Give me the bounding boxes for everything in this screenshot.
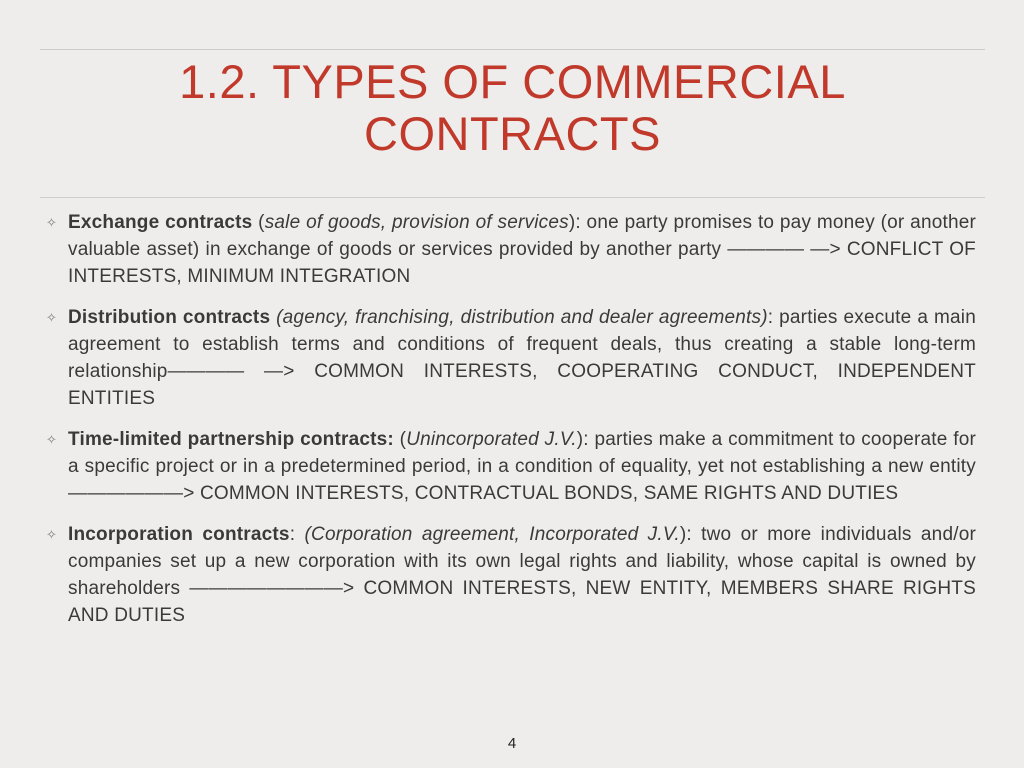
bullet-description: : one party promises to pay money (or another valuable asset) in exchange of goods or services provided by another party ———— —> CONFLICT OF INTERESTS, MINIMUM INTEGRATION [68,212,977,287]
four-point-star-icon: ✧ [46,215,58,230]
bullet-time-limited-partnership [46,426,976,507]
bullet-examples: (agency, franchising, distribution and dealer agreements) [276,307,768,328]
bullet-list [46,209,976,629]
bullet-paren-open: : [289,524,305,545]
bullet-incorporation-contracts [46,521,976,629]
bullet-distribution-contracts [46,304,976,412]
bullet-description: : parties execute a main agreement to establish terms and conditions of frequent deals, thus creating a stable long-term relationship———— —> COMMON INTERESTS, COOPERATING CONDUCT, INDEPENDENT ENTITIES [68,307,976,409]
page-number: 4 [507,735,517,752]
bullet-examples: (Corporation agreement, Incorporated J.V. [304,524,680,545]
bullet-examples: sale of goods, provision of services [264,212,569,233]
four-point-star-icon: ✧ [46,432,58,447]
bullet-description: : parties make a commitment to cooperate for a specific project or in a predetermined period, in a condition of equality, yet not establishing a new entity——————> COMMON INTERESTS, CONTRACTUAL BONDS, SAME RIGHTS AND DUTIES [68,429,977,504]
title-top-rule [40,49,985,50]
slide-title: 1.2. TYPES OF COMMERCIAL CONTRACTS [179,55,846,160]
title-bottom-rule [40,197,985,198]
bullet-paren-open: ( [393,429,407,450]
four-point-star-icon: ✧ [46,527,58,542]
bullet-examples: Unincorporated J.V. [406,429,577,450]
bullet-exchange-contracts [46,209,976,290]
bullet-term: Time-limited partnership contracts: [68,429,394,450]
bullet-paren-close: ) [679,524,687,545]
bullet-description: : two or more individuals and/or companies set up a new corporation with its own legal rights and liability, whose capital is owned by shareholders ————————> COMMON INTERESTS, NEW ENTITY, MEMBERS SHARE RIGHTS AND DUTIES [68,524,976,626]
bullet-paren-open: ( [252,212,265,233]
four-point-star-icon: ✧ [46,310,58,325]
bullet-term: Exchange contracts [68,212,253,233]
bullet-term: Incorporation contracts [68,524,290,545]
bullet-term: Distribution contracts [68,307,271,328]
bullet-paren-close: ) [576,429,584,450]
bullet-paren-close: ) [568,212,576,233]
